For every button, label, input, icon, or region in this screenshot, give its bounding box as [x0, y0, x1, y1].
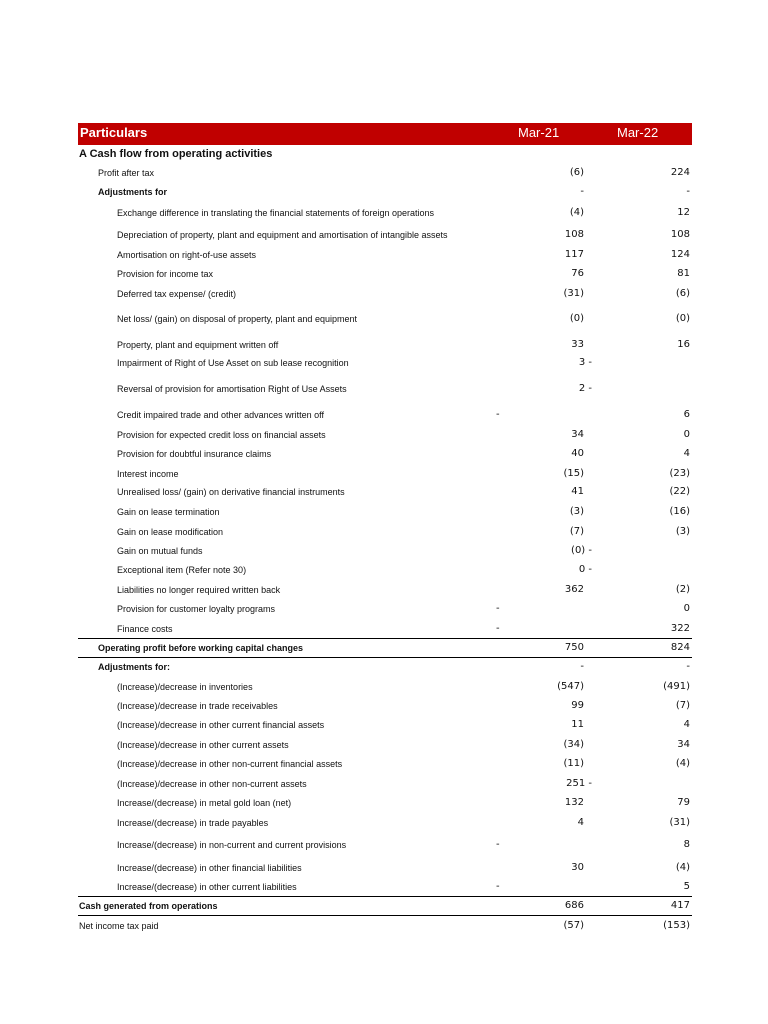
mar22-header: Mar-22: [617, 125, 659, 140]
divider: [78, 915, 692, 916]
divider: [78, 896, 692, 897]
divider: [78, 657, 692, 658]
divider: [78, 638, 692, 639]
table-header: [78, 123, 692, 145]
mar21-header: Mar-21: [518, 125, 560, 140]
particulars-header: Particulars: [80, 125, 148, 140]
